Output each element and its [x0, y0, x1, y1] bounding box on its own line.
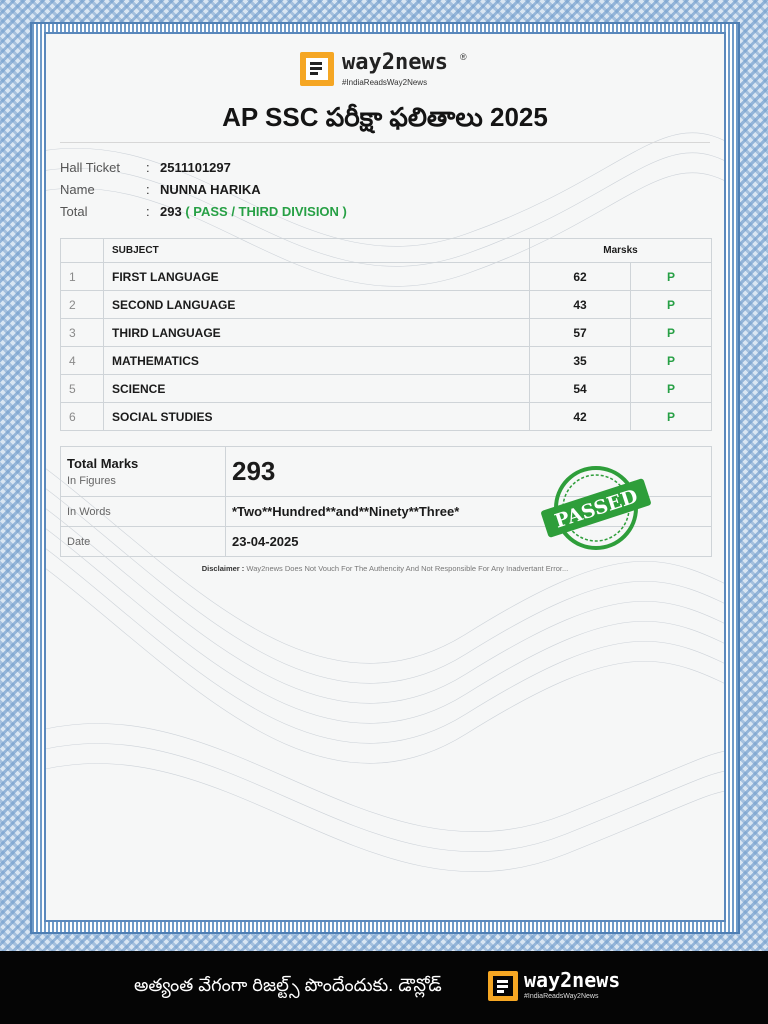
marks-table-header: [61, 239, 712, 263]
student-name: NUNNA HARIKA: [160, 182, 261, 197]
disclaimer-label: Disclaimer :: [201, 564, 245, 573]
stamp-text: PASSED: [552, 485, 641, 533]
serial-number: 4: [61, 347, 104, 375]
total-marks-words: *Two**Hundred**and**Ninety**Three*: [226, 497, 712, 527]
total-marks-label-cell: [61, 447, 226, 497]
footer-logo-tagline: #IndiaReadsWay2News: [524, 993, 599, 1000]
colon: :: [146, 160, 150, 175]
serial-header: [61, 239, 104, 263]
subject-name: THIRD LANGUAGE: [104, 319, 530, 347]
subject-result: P: [631, 403, 712, 431]
subject-name: SECOND LANGUAGE: [104, 291, 530, 319]
serial-number: 6: [61, 403, 104, 431]
table-row: [61, 375, 712, 403]
subject-marks: 35: [530, 347, 631, 375]
subject-header: SUBJECT: [104, 239, 530, 263]
subject-marks: 43: [530, 291, 631, 319]
serial-number: 5: [61, 375, 104, 403]
subject-marks: 62: [530, 263, 631, 291]
result-card: [44, 32, 726, 922]
subject-name: SCIENCE: [104, 375, 530, 403]
result-date: 23-04-2025: [226, 527, 712, 557]
total-marks-label: Total Marks: [67, 456, 139, 471]
hall-ticket-label: Hall Ticket: [60, 160, 120, 175]
subject-result: P: [631, 347, 712, 375]
table-row: [61, 403, 712, 431]
disclaimer: [46, 564, 724, 573]
table-row: [61, 319, 712, 347]
table-row: [61, 347, 712, 375]
subject-result: P: [631, 375, 712, 403]
title-divider: [60, 142, 710, 143]
total-label: Total: [60, 204, 88, 219]
subject-result: P: [631, 263, 712, 291]
subject-marks: 42: [530, 403, 631, 431]
page-title: AP SSC పరీక్షా ఫలితాలు 2025: [222, 102, 548, 132]
pass-division-status: ( PASS / THIRD DIVISION ): [185, 204, 347, 219]
subject-marks: 57: [530, 319, 631, 347]
download-cta-text: అత్యంత వేగంగా రిజల్ట్స్ పొందేందుకు. డౌన్లోడ్: [134, 975, 442, 995]
subject-name: SOCIAL STUDIES: [104, 403, 530, 431]
marks-header: Marsks: [530, 239, 712, 263]
subject-result: P: [631, 319, 712, 347]
colon: :: [146, 182, 150, 197]
footer-logo-wordmark: way2news: [524, 968, 621, 992]
total-marks-figures: 293: [226, 447, 712, 497]
in-figures-label: In Figures: [67, 475, 116, 487]
newspaper-icon: [300, 52, 334, 86]
in-words-label: In Words: [61, 497, 226, 527]
serial-number: 3: [61, 319, 104, 347]
total-marks: 293: [160, 204, 182, 219]
logo-wordmark: way2news: [342, 50, 448, 75]
subject-name: MATHEMATICS: [104, 347, 530, 375]
newspaper-icon: [488, 971, 518, 1001]
registered-mark: ®: [460, 52, 467, 62]
passed-stamp: [540, 458, 652, 558]
colon: :: [146, 204, 150, 219]
date-label: Date: [61, 527, 226, 557]
table-row: [61, 291, 712, 319]
serial-number: 1: [61, 263, 104, 291]
hall-ticket-value: 2511101297: [160, 160, 231, 175]
subject-marks: 54: [530, 375, 631, 403]
total-value: [160, 204, 347, 219]
serial-number: 2: [61, 291, 104, 319]
name-label: Name: [60, 182, 95, 197]
subject-result: P: [631, 291, 712, 319]
subject-name: FIRST LANGUAGE: [104, 263, 530, 291]
marks-table: [60, 238, 712, 431]
table-row: [61, 263, 712, 291]
download-banner[interactable]: [0, 951, 768, 1024]
logo-tagline: #IndiaReadsWay2News: [342, 78, 428, 87]
disclaimer-text: Way2news Does Not Vouch For The Authencity And Not Responsible For Any Inadvertant Error...: [246, 564, 569, 573]
